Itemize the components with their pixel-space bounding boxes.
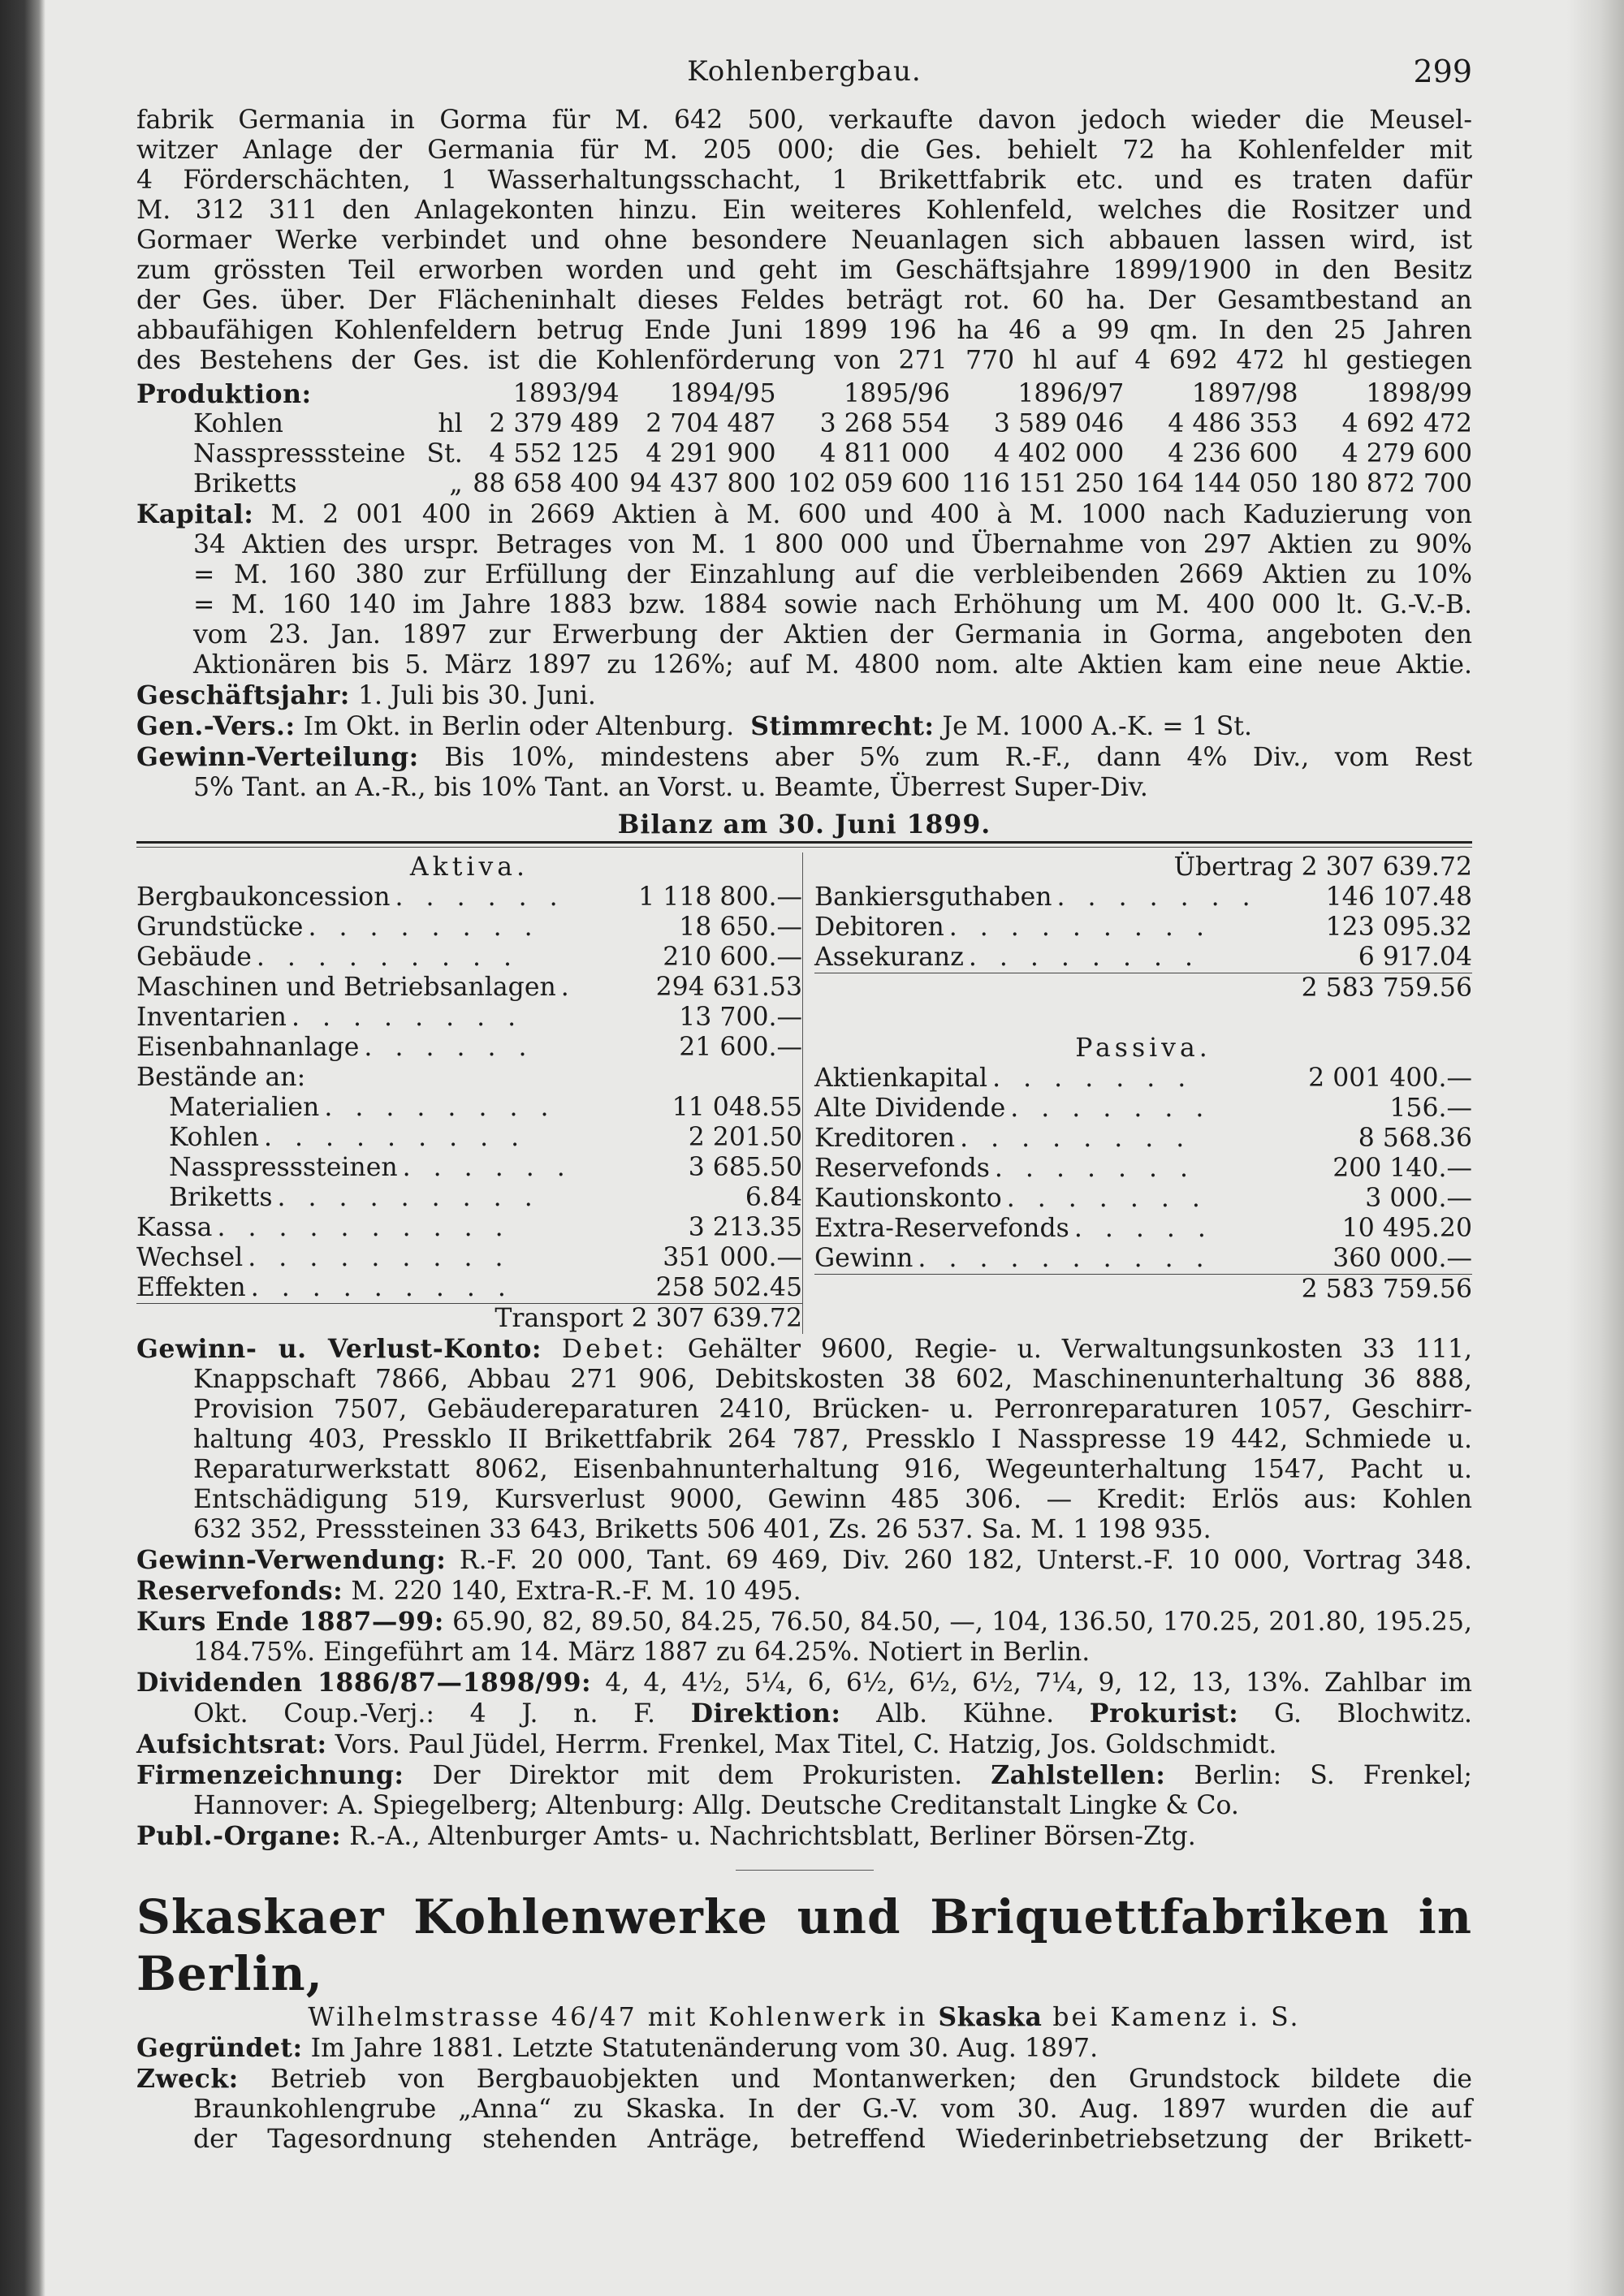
text-line: = M. 160 140 im Jahre 1883 bzw. 1884 sowie nach Erhöhung um M. 400 000 lt. G.-V.-B. xyxy=(193,590,1472,619)
balance-label: Gebäude xyxy=(136,943,252,972)
balance-label: Materialien xyxy=(169,1093,320,1122)
text-line: zum grössten Teil erworben worden und geht im Geschäftsjahre 1899/1900 in den Besitz xyxy=(136,256,1472,285)
section-label: Prokurist: xyxy=(1089,1698,1239,1728)
coupon-text: Okt. Coup.-Verj.: 4 J. n. F. xyxy=(193,1699,656,1728)
balance-row xyxy=(136,1273,802,1303)
balance-row xyxy=(136,1153,802,1183)
balance-amount: 123 095.32 xyxy=(1325,913,1472,942)
balance-row xyxy=(136,1003,802,1033)
balance-row xyxy=(136,1213,802,1243)
kurs-section xyxy=(136,1607,1472,1668)
rule xyxy=(136,847,1472,848)
year-header: 1898/99 xyxy=(1366,379,1472,408)
production-value: 116 151 250 xyxy=(961,469,1125,498)
production-table xyxy=(136,379,1472,499)
section-label: Publ.-Organe: xyxy=(136,1821,342,1851)
gegruendet-line xyxy=(136,2033,1472,2064)
balance-row xyxy=(814,1184,1472,1214)
balance-amount: 360 000.— xyxy=(1332,1244,1472,1273)
balance-row xyxy=(136,1123,802,1153)
section-label: Gen.-Vers.: xyxy=(136,711,296,741)
balance-amount: 2 201.50 xyxy=(688,1123,802,1152)
uebertrag-amount: 2 307 639.72 xyxy=(1301,852,1472,882)
debet-label: Debet: xyxy=(561,1335,667,1364)
text-line: 4 Förderschächten, 1 Wasserhaltungsschacht, 1 Brikettfabrik etc. und es traten dafür xyxy=(136,166,1472,195)
section-divider xyxy=(736,1870,874,1871)
gewinnverwendung-line xyxy=(136,1545,1472,1576)
dot-leader: . . . . . . . . xyxy=(960,1124,1192,1153)
balance-amount: 21 600.— xyxy=(679,1033,802,1062)
page-number: 299 xyxy=(1413,54,1472,89)
production-value: 88 658 400 xyxy=(473,469,620,498)
dot-leader: . . . . . . . xyxy=(1056,883,1258,912)
address-text: Wilhelmstrasse 46/47 mit Kohlenwerk in xyxy=(308,2003,928,2032)
dividenden-section xyxy=(136,1668,1472,1729)
double-rule xyxy=(136,841,1472,844)
aktiva-passiva-right-column xyxy=(802,852,1472,1334)
year-header: 1894/95 xyxy=(669,379,776,408)
dot-leader: . . . . . . . . . xyxy=(250,1273,513,1302)
text-line: 184.75%. Eingeführt am 14. März 1887 zu 64.25%. Notiert in Berlin. xyxy=(193,1638,1091,1667)
balance-label: Extra-Reservefonds xyxy=(814,1214,1069,1243)
balance-label: Reservefonds xyxy=(814,1154,990,1183)
balance-label: Nasspresssteinen xyxy=(169,1153,398,1182)
kurs-text: 65.90, 82, 89.50, 84.25, 76.50, 84.50, —, 104, 136.50, 170.25, 201.80, 195.25, xyxy=(452,1608,1472,1637)
balance-amount: 294 631.53 xyxy=(655,973,802,1002)
page-edge-shadow xyxy=(1567,0,1624,2296)
gegruendet-text: Im Jahre 1881. Letzte Statutenänderung vom 30. Aug. 1897. xyxy=(310,2034,1099,2063)
dot-leader: . . . . . . . xyxy=(994,1154,1196,1183)
production-value: 94 437 800 xyxy=(629,469,776,498)
balance-row xyxy=(136,1093,802,1123)
reservefonds-text: M. 220 140, Extra-R.-F. M. 10 495. xyxy=(351,1577,801,1606)
gewinnverteilung-section xyxy=(136,742,1472,803)
company-heading: Skaskaer Kohlenwerke und Briquettfabriken in Berlin, xyxy=(136,1889,1472,2001)
genvers-text: Im Okt. in Berlin oder Altenburg. xyxy=(303,712,735,741)
production-value: 3 268 554 xyxy=(819,409,950,438)
balance-sheet xyxy=(136,852,1472,1334)
balance-amount: 13 700.— xyxy=(679,1003,802,1032)
production-value: 4 692 472 xyxy=(1341,409,1472,438)
product-unit: hl xyxy=(438,409,463,438)
balance-amount: 200 140.— xyxy=(1332,1154,1472,1183)
balance-row xyxy=(136,1183,802,1213)
year-header: 1896/97 xyxy=(1017,379,1125,408)
passiva-total: 2 583 759.56 xyxy=(1301,1275,1472,1304)
text-line xyxy=(136,1698,1472,1729)
text-line: 34 Aktien des urspr. Betrages von M. 1 800 000 und Übernahme von 297 Aktien zu 90% xyxy=(193,530,1472,559)
transport-row xyxy=(136,1303,802,1334)
stimmrecht-text: Je M. 1000 A.-K. = 1 St. xyxy=(942,712,1252,741)
balance-label: Briketts xyxy=(169,1183,273,1212)
aktiva-heading: Aktiva. xyxy=(409,852,529,882)
prokurist-text: G. Blochwitz. xyxy=(1273,1699,1473,1728)
balance-label: Maschinen und Betriebsanlagen xyxy=(136,973,556,1002)
balance-label: Kautionskonto xyxy=(814,1184,1002,1213)
balance-row xyxy=(136,1033,802,1063)
balance-amount: 18 650.— xyxy=(679,913,802,942)
section-label: Dividenden 1886/87—1898/99: xyxy=(136,1668,592,1698)
dot-leader: . . . . . . . . xyxy=(968,943,1201,972)
balance-row xyxy=(136,973,802,1003)
balance-amount: 6.84 xyxy=(745,1183,802,1212)
section-label: Gewinn- u. Verlust-Konto: xyxy=(136,1334,542,1364)
balance-label: Bestände an: xyxy=(136,1063,306,1092)
balance-row xyxy=(136,883,802,913)
text-line: haltung 403, Pressklo II Brikettfabrik 264 787, Pressklo I Nasspresse 19 442, Schmiede u. xyxy=(193,1425,1472,1454)
aufsichtsrat-line xyxy=(136,1729,1472,1760)
section-label: Gewinn-Verwendung: xyxy=(136,1545,447,1575)
dot-leader: . . . . . . . . . . xyxy=(217,1213,511,1242)
dot-leader: . . . . . . . . . xyxy=(256,943,520,972)
kapital-section xyxy=(136,499,1472,680)
production-value: 3 589 046 xyxy=(993,409,1125,438)
geschaeftsjahr-text: 1. Juli bis 30. Juni. xyxy=(357,681,596,710)
running-header xyxy=(136,54,1472,106)
dot-leader: . . . . . . . . . xyxy=(277,1183,540,1212)
production-value: 4 486 353 xyxy=(1168,409,1298,438)
section-label: Geschäftsjahr: xyxy=(136,680,350,710)
text-line: Gormaer Werke verbindet und ohne besondere Neuanlagen sich abbauen lassen wird, ist xyxy=(136,226,1472,255)
text-line: der Tagesordnung stehenden Anträge, betreffend Wiederinbetriebsetzung der Brikett- xyxy=(193,2125,1472,2154)
balance-amount: 351 000.— xyxy=(663,1243,802,1272)
balance-amount: 2 001 400.— xyxy=(1308,1064,1472,1093)
publ-text: R.-A., Altenburger Amts- u. Nachrichtsblatt, Berliner Börsen-Ztg. xyxy=(349,1822,1196,1851)
dot-leader: . xyxy=(560,973,577,1002)
balance-label: Grundstücke xyxy=(136,913,304,942)
firmenzeichnung-text: Der Direktor mit dem Prokuristen. xyxy=(432,1761,963,1790)
section-label: Direktion: xyxy=(690,1698,841,1728)
section-label: Zahlstellen: xyxy=(991,1760,1166,1790)
text-line: abbaufähigen Kohlenfeldern betrug Ende Juni 1899 196 ha 46 a 99 qm. In den 25 Jahren xyxy=(136,316,1472,345)
product-name: Nasspresssteine xyxy=(193,439,406,468)
text-line: witzer Anlage der Germania für M. 205 000; die Ges. behielt 72 ha Kohlenfelder mit xyxy=(136,136,1472,165)
dot-leader: . . . . . . xyxy=(395,883,565,912)
section-label: Stimmrecht: xyxy=(750,711,935,741)
balance-row xyxy=(814,943,1472,973)
production-value: 180 872 700 xyxy=(1309,469,1472,498)
balance-label: Alte Dividende xyxy=(814,1094,1006,1123)
balance-amount: 3 213.35 xyxy=(688,1213,802,1242)
text-line: Reparaturwerkstatt 8062, Eisenbahnunterhaltung 916, Wegeunterhaltung 1547, Pacht u. xyxy=(193,1455,1472,1484)
genvers-line xyxy=(136,711,1472,742)
balance-amount: 10 495.20 xyxy=(1341,1214,1472,1243)
production-value: 2 704 487 xyxy=(646,409,776,438)
intro-paragraph xyxy=(136,106,1472,376)
production-value: 4 236 600 xyxy=(1168,439,1298,468)
firmenzeichnung-section xyxy=(136,1760,1472,1821)
dot-leader: . . . . . xyxy=(1073,1214,1213,1243)
reservefonds-line xyxy=(136,1576,1472,1607)
text-line: Aktionären bis 5. März 1897 zu 126%; auf M. 4800 nom. alte Aktien kam eine neue Aktie. xyxy=(193,650,1472,680)
section-label: Reservefonds: xyxy=(136,1576,343,1606)
text-line: der Ges. über. Der Flächeninhalt dieses Feldes beträgt rot. 60 ha. Der Gesamtbestand an xyxy=(136,286,1472,315)
dot-leader: . . . . . . . xyxy=(1010,1094,1212,1123)
balance-amount: 156.— xyxy=(1389,1094,1472,1123)
text-line: des Bestehens der Ges. ist die Kohlenförderung von 271 770 hl auf 4 692 472 hl gestiegen xyxy=(136,346,1472,375)
aktiva-column xyxy=(136,852,802,1334)
balance-label: Gewinn xyxy=(814,1244,914,1273)
balance-amount: 3 000.— xyxy=(1365,1184,1472,1213)
production-value: 4 552 125 xyxy=(489,439,620,468)
balance-label: Debitoren xyxy=(814,913,944,942)
book-binding-shadow xyxy=(0,0,45,2296)
dot-leader: . . . . . . . . . xyxy=(248,1243,511,1272)
kapital-text: M. 2 001 400 in 2669 Aktien à M. 600 und 400 à M. 1000 nach Kaduzierung von xyxy=(270,500,1472,529)
zweck-text: Betrieb von Bergbauobjekten und Montanwerken; den Grundstock bildete die xyxy=(270,2065,1472,2094)
dot-leader: . . . . . . . . . xyxy=(948,913,1212,942)
balance-amount: 6 917.04 xyxy=(1358,943,1472,972)
aufsichtsrat-text: Vors. Paul Jüdel, Herrm. Frenkel, Max Titel, C. Hatzig, Jos. Goldschmidt. xyxy=(335,1730,1277,1759)
production-value: 4 811 000 xyxy=(819,439,950,468)
text-line: M. 312 311 den Anlagekonten hinzu. Ein weiteres Kohlenfeld, welches die Rositzer und xyxy=(136,196,1472,225)
dividenden-text: 4, 4, 4½, 5¼, 6, 6½, 6½, 6½, 7¼, 9, 12, 13, 13%. Zahlbar im xyxy=(605,1668,1472,1698)
balance-label: Assekuranz xyxy=(814,943,964,972)
dot-leader: . . . . . . xyxy=(402,1153,572,1182)
balance-amount: 8 568.36 xyxy=(1358,1124,1472,1153)
balance-row xyxy=(814,1124,1472,1154)
text-line xyxy=(136,1668,1472,1698)
dot-leader: . . . . . . . . xyxy=(291,1003,524,1032)
balance-row xyxy=(814,1154,1472,1184)
text-line xyxy=(136,499,1472,530)
aktiva-total: 2 583 759.56 xyxy=(1301,973,1472,1003)
balance-label: Bergbaukoncession xyxy=(136,883,391,912)
production-value: 4 279 600 xyxy=(1341,439,1472,468)
section-label: Aufsichtsrat: xyxy=(136,1729,327,1759)
text-line: Braunkohlengrube „Anna“ zu Skaska. In der G.-V. vom 30. Aug. 1897 wurden die auf xyxy=(193,2095,1472,2124)
guv-section xyxy=(136,1334,1472,1545)
dot-leader: . . . . . . xyxy=(364,1033,534,1062)
balance-row xyxy=(136,943,802,973)
production-value: 4 402 000 xyxy=(993,439,1125,468)
balance-row xyxy=(136,1063,802,1093)
balance-label: Kohlen xyxy=(169,1123,259,1152)
production-header-row xyxy=(136,379,1472,409)
text-line: Provision 7507, Gebäudereparaturen 2410, Brücken- u. Perronreparaturen 1057, Geschirr- xyxy=(193,1395,1472,1424)
balance-row xyxy=(814,883,1472,913)
balance-amount: 11 048.55 xyxy=(672,1093,802,1122)
year-header: 1897/98 xyxy=(1191,379,1298,408)
aktiva-total-row xyxy=(814,973,1472,1003)
section-label: Gegründet: xyxy=(136,2033,303,2063)
transport-label: Transport xyxy=(495,1304,624,1333)
text-line: Entschädigung 519, Kursverlust 9000, Gewinn 485 306. — Kredit: Erlös aus: Kohlen xyxy=(193,1485,1472,1514)
passiva-total-row xyxy=(814,1274,1472,1305)
balance-label: Kassa xyxy=(136,1213,213,1242)
balance-row xyxy=(814,1094,1472,1124)
balance-label: Aktienkapital xyxy=(814,1064,988,1093)
text-line xyxy=(136,2064,1472,2095)
balance-row xyxy=(814,1244,1472,1274)
production-value: 2 379 489 xyxy=(489,409,620,438)
section-label: Kurs Ende 1887—99: xyxy=(136,1607,444,1637)
publ-line xyxy=(136,1821,1472,1852)
dot-leader: . . . . . . . . xyxy=(324,1093,556,1122)
balance-label: Wechsel xyxy=(136,1243,244,1272)
balance-amount: 1 118 800.— xyxy=(638,883,802,912)
gewinnverwendung-text: R.-F. 20 000, Tant. 69 469, Div. 260 182, Unterst.-F. 10 000, Vortrag 348. xyxy=(459,1546,1472,1575)
book-page xyxy=(136,54,1473,2155)
balance-label: Eisenbahnanlage xyxy=(136,1033,360,1062)
bilanz-title: Bilanz am 30. Juni 1899. xyxy=(617,809,991,839)
direktion-text: Alb. Kühne. xyxy=(876,1699,1055,1728)
balance-amount: 210 600.— xyxy=(663,943,802,972)
production-value: 4 291 900 xyxy=(646,439,776,468)
company-address xyxy=(136,2002,1472,2033)
section-label: Firmenzeichnung: xyxy=(136,1760,404,1790)
zweck-section xyxy=(136,2064,1472,2155)
balance-label: Effekten xyxy=(136,1273,246,1302)
year-header: 1893/94 xyxy=(512,379,620,408)
text-line: vom 23. Jan. 1897 zur Erwerbung der Aktien der Germania in Gorma, angeboten den xyxy=(193,620,1472,650)
balance-row xyxy=(136,913,802,943)
balance-amount: 3 685.50 xyxy=(688,1153,802,1182)
transport-amount: 2 307 639.72 xyxy=(631,1304,802,1333)
production-label: Produktion: xyxy=(136,379,312,409)
text-line: fabrik Germania in Gorma für M. 642 500, verkaufte davon jedoch wieder die Meusel- xyxy=(136,106,1472,135)
text-line xyxy=(136,1760,1472,1791)
text-line: Hannover: A. Spiegelberg; Altenburg: Allg. Deutsche Creditanstalt Lingke & Co. xyxy=(193,1791,1239,1820)
zahlstellen-text: Berlin: S. Frenkel; xyxy=(1194,1761,1473,1790)
balance-row xyxy=(136,1243,802,1273)
production-row-kohlen xyxy=(136,409,1472,439)
text-line xyxy=(136,1607,1472,1638)
guv-text: Gehälter 9600, Regie- u. Verwaltungsunkosten 33 111, xyxy=(687,1335,1473,1364)
text-line: = M. 160 380 zur Erfüllung der Einzahlung auf die verbleibenden 2669 Aktien zu 10% xyxy=(193,560,1472,589)
production-value: 102 059 600 xyxy=(787,469,950,498)
address-text: bei Kamenz i. S. xyxy=(1052,2003,1301,2032)
dot-leader: . . . . . . . xyxy=(992,1064,1194,1093)
uebertrag-label: Übertrag xyxy=(1173,852,1294,882)
dot-leader: . . . . . . . . . . xyxy=(918,1244,1212,1273)
text-line xyxy=(136,742,1472,773)
balance-row xyxy=(814,913,1472,943)
dot-leader: . . . . . . . . . xyxy=(263,1123,527,1152)
place-name: Skaska xyxy=(938,2002,1043,2032)
section-label: Kapital: xyxy=(136,499,254,529)
balance-label: Bankiersguthaben xyxy=(814,883,1052,912)
balance-label: Kreditoren xyxy=(814,1124,956,1153)
product-name: Briketts xyxy=(193,469,297,498)
section-label: Gewinn-Verteilung: xyxy=(136,742,419,772)
product-name: Kohlen xyxy=(193,409,283,438)
production-row-nasspresssteine xyxy=(136,439,1472,469)
running-title: Kohlenbergbau. xyxy=(687,55,922,88)
text-line: 632 352, Presssteinen 33 643, Briketts 506 401, Zs. 26 537. Sa. M. 1 198 935. xyxy=(193,1515,1212,1544)
text-line xyxy=(136,1334,1472,1365)
balance-amount: 258 502.45 xyxy=(655,1273,802,1302)
text-line: Knappschaft 7866, Abbau 271 906, Debitskosten 38 602, Maschinenunterhaltung 36 888, xyxy=(193,1365,1472,1394)
dot-leader: . . . . . . . . xyxy=(308,913,540,942)
balance-amount: 146 107.48 xyxy=(1325,883,1472,912)
production-value: 164 144 050 xyxy=(1135,469,1298,498)
year-header: 1895/96 xyxy=(844,379,950,408)
product-unit: „ xyxy=(449,469,463,498)
balance-row xyxy=(814,1064,1472,1094)
section-label: Zweck: xyxy=(136,2064,239,2094)
geschaeftsjahr-line xyxy=(136,680,1472,711)
passiva-heading: Passiva. xyxy=(1075,1034,1212,1063)
gewinnverteilung-text: Bis 10%, mindestens aber 5% zum R.-F., dann 4% Div., vom Rest xyxy=(444,743,1472,772)
balance-row xyxy=(814,1214,1472,1244)
production-row-briketts xyxy=(136,469,1472,499)
product-unit: St. xyxy=(426,439,463,468)
dot-leader: . . . . . . . xyxy=(1006,1184,1207,1213)
text-line: 5% Tant. an A.-R., bis 10% Tant. an Vorst. u. Beamte, Überrest Super-Div. xyxy=(193,773,1148,802)
spacer xyxy=(814,1003,1472,1034)
balance-label: Inventarien xyxy=(136,1003,287,1032)
uebertrag-row xyxy=(814,852,1472,883)
